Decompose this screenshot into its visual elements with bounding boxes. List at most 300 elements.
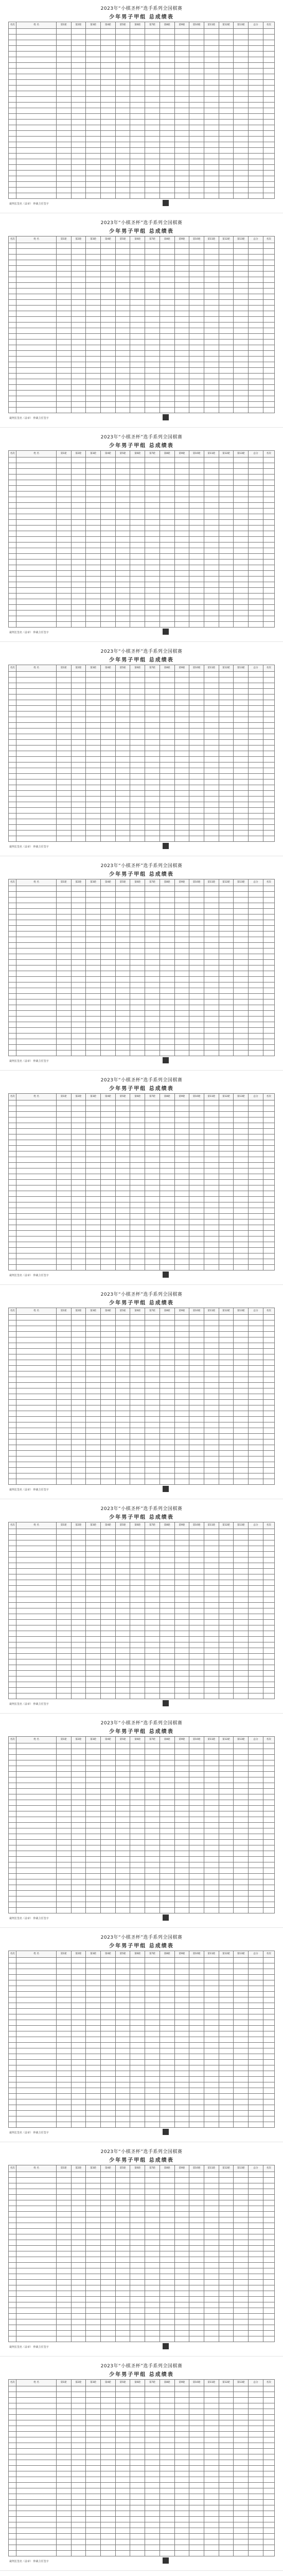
cell-value (86, 1563, 101, 1569)
results-table (8, 1308, 275, 1485)
cell-value (145, 52, 160, 57)
cell-value (56, 1417, 71, 1422)
cell-value (174, 1117, 189, 1123)
table-row (9, 351, 275, 357)
cell-value (71, 526, 86, 531)
header-round: 第12轮 (219, 879, 234, 886)
header-round: 第12轮 (219, 451, 234, 457)
cell-value (219, 1800, 234, 1806)
cell-value (234, 1349, 249, 1354)
table-row (9, 1405, 275, 1411)
cell-value (56, 497, 71, 503)
cell-value (145, 159, 160, 165)
cell-value (115, 159, 130, 165)
cell-value (115, 391, 130, 396)
cell-value (189, 1749, 204, 1755)
cell-value (219, 91, 234, 97)
cell-value (145, 103, 160, 108)
cell-value (189, 1377, 204, 1383)
header-round: 第1轮 (56, 879, 71, 886)
cell-value (189, 29, 204, 35)
cell-value (115, 1100, 130, 1106)
cell-value (100, 1468, 115, 1473)
cell-name (16, 897, 56, 903)
cell-value (145, 46, 160, 52)
cell-value (263, 1225, 274, 1231)
cell-value (100, 1760, 115, 1766)
cell-value (263, 148, 274, 154)
cell-value (204, 1326, 219, 1332)
header-ranking: 名次 (263, 451, 274, 457)
cell-value (130, 1354, 145, 1360)
cell-value (86, 1789, 101, 1794)
table-row (9, 611, 275, 616)
cell-value (71, 1637, 86, 1642)
cell-value (56, 1557, 71, 1563)
cell-value (71, 148, 86, 154)
cell-value (189, 965, 204, 971)
cell-value (263, 474, 274, 480)
cell-value (249, 1462, 263, 1468)
cell-value (219, 796, 234, 802)
cell-value (86, 740, 101, 745)
cell-value (174, 509, 189, 514)
cell-value (145, 1405, 160, 1411)
cell-value (189, 1242, 204, 1248)
cell-value (263, 1033, 274, 1039)
cell-value (160, 1879, 174, 1885)
header-round: 第4轮 (100, 1737, 115, 1743)
cell-name (16, 277, 56, 283)
cell-value (86, 1439, 101, 1445)
cell-value (56, 1789, 71, 1794)
cell-value (100, 1151, 115, 1157)
header-round: 第3轮 (86, 451, 101, 457)
cell-value (100, 1100, 115, 1106)
cell-value (204, 982, 219, 988)
cell-value (174, 1163, 189, 1168)
cell-value (100, 1332, 115, 1337)
cell-value (115, 52, 130, 57)
cell-value (204, 1800, 219, 1806)
cell-value (263, 289, 274, 294)
cell-value (71, 1315, 86, 1320)
cell-value (219, 1648, 234, 1654)
cell-value (219, 728, 234, 734)
cell-value (249, 1654, 263, 1659)
cell-value (71, 774, 86, 779)
cell-value (204, 1879, 219, 1885)
cell-value (56, 836, 71, 842)
cell-value (219, 80, 234, 86)
cell-value (130, 1676, 145, 1682)
cell-value (249, 943, 263, 948)
cell-value (100, 582, 115, 588)
header-round: 第12轮 (219, 22, 234, 29)
header-round: 第3轮 (86, 22, 101, 29)
cell-value (249, 1563, 263, 1569)
cell-value (100, 374, 115, 379)
cell-value (130, 1225, 145, 1231)
cell-value (263, 1332, 274, 1337)
cell-value (130, 1462, 145, 1468)
cell-value (115, 1857, 130, 1862)
cell-value (219, 1231, 234, 1236)
cell-value (86, 1676, 101, 1682)
cell-value (56, 1603, 71, 1608)
cell-value (56, 1688, 71, 1693)
cell-value (130, 509, 145, 514)
cell-value (71, 1174, 86, 1180)
cell-value (263, 1383, 274, 1388)
cell-value (249, 46, 263, 52)
cell-name (16, 1439, 56, 1445)
cell-value (249, 819, 263, 825)
cell-rank (9, 711, 16, 717)
cell-value (160, 497, 174, 503)
cell-value (204, 903, 219, 909)
cell-name (16, 1546, 56, 1552)
cell-value (249, 486, 263, 492)
cell-value (71, 1620, 86, 1625)
cell-value (115, 1468, 130, 1473)
cell-rank (9, 80, 16, 86)
cell-rank (9, 526, 16, 531)
cell-value (115, 1151, 130, 1157)
cell-value (100, 1050, 115, 1056)
cell-value (263, 357, 274, 362)
cell-value (130, 531, 145, 537)
cell-value (160, 1022, 174, 1028)
cell-value (204, 1693, 219, 1699)
cell-name (16, 1248, 56, 1253)
cell-value (249, 480, 263, 486)
cell-value (160, 379, 174, 385)
cell-value (71, 317, 86, 323)
cell-value (174, 796, 189, 802)
cell-value (174, 1468, 189, 1473)
cell-value (86, 1400, 101, 1405)
cell-value (145, 474, 160, 480)
cell-value (130, 711, 145, 717)
cell-value (130, 57, 145, 63)
table-row (9, 1377, 275, 1383)
cell-value (56, 1315, 71, 1320)
cell-value (219, 182, 234, 188)
cell-value (130, 86, 145, 91)
cell-value (130, 762, 145, 768)
cell-value (189, 1343, 204, 1349)
cell-value (86, 1760, 101, 1766)
cell-name (16, 63, 56, 69)
cell-value (160, 554, 174, 560)
cell-value (115, 1688, 130, 1693)
cell-value (115, 1693, 130, 1699)
cell-rank (9, 396, 16, 402)
cell-value (86, 148, 101, 154)
cell-value (219, 1123, 234, 1129)
cell-value (263, 1315, 274, 1320)
cell-value (71, 1202, 86, 1208)
cell-rank (9, 762, 16, 768)
cell-value (189, 1642, 204, 1648)
cell-value (71, 1208, 86, 1214)
cell-rank (9, 1112, 16, 1117)
cell-value (86, 1817, 101, 1823)
cell-value (100, 948, 115, 954)
cell-value (263, 182, 274, 188)
cell-value (71, 1540, 86, 1546)
header-round: 第8轮 (160, 451, 174, 457)
cell-value (160, 723, 174, 728)
cell-value (86, 1540, 101, 1546)
cell-value (189, 514, 204, 520)
cell-value (130, 1377, 145, 1383)
cell-value (174, 334, 189, 340)
cell-value (249, 1800, 263, 1806)
cell-value (189, 69, 204, 74)
cell-value (100, 1422, 115, 1428)
cell-name (16, 1146, 56, 1151)
cell-value (115, 1671, 130, 1676)
cell-value (189, 831, 204, 836)
cell-value (263, 802, 274, 808)
cell-value (204, 1134, 219, 1140)
cell-value (189, 154, 204, 159)
cell-value (71, 768, 86, 774)
cell-value (115, 243, 130, 249)
cell-value (160, 1332, 174, 1337)
cell-value (160, 1033, 174, 1039)
cell-rank (9, 1535, 16, 1540)
cell-value (130, 294, 145, 300)
cell-value (56, 272, 71, 277)
cell-value (160, 1468, 174, 1473)
cell-value (204, 1106, 219, 1112)
cell-value (234, 385, 249, 391)
cell-value (219, 1106, 234, 1112)
cell-rank (9, 734, 16, 740)
cell-value (263, 1546, 274, 1552)
cell-value (174, 1665, 189, 1671)
cell-value (56, 1151, 71, 1157)
cell-value (204, 463, 219, 469)
cell-value (189, 717, 204, 723)
cell-value (71, 63, 86, 69)
cell-value (130, 560, 145, 565)
table-row (9, 1603, 275, 1608)
cell-value (263, 1540, 274, 1546)
cell-value (145, 897, 160, 903)
cell-value (130, 723, 145, 728)
cell-value (86, 1851, 101, 1857)
cell-value (86, 1682, 101, 1688)
header-round: 第8轮 (160, 1522, 174, 1529)
cell-value (219, 717, 234, 723)
cell-value (189, 689, 204, 694)
table-row (9, 734, 275, 740)
cell-value (219, 1794, 234, 1800)
cell-value (86, 1434, 101, 1439)
table-row (9, 728, 275, 734)
cell-value (100, 920, 115, 926)
cell-rank (9, 774, 16, 779)
cell-value (234, 1185, 249, 1191)
cell-rank (9, 1857, 16, 1862)
cell-value (263, 814, 274, 819)
cell-value (160, 46, 174, 52)
cell-value (174, 683, 189, 689)
cell-value (56, 379, 71, 385)
cell-value (160, 272, 174, 277)
cell-name (16, 1755, 56, 1760)
cell-value (189, 1540, 204, 1546)
cell-value (86, 1546, 101, 1552)
header-round: 第3轮 (86, 1522, 101, 1529)
cell-value (115, 1231, 130, 1236)
cell-value (160, 1388, 174, 1394)
cell-value (204, 345, 219, 351)
cell-value (145, 762, 160, 768)
cell-rank (9, 554, 16, 560)
cell-rank (9, 1377, 16, 1383)
cell-value (86, 1332, 101, 1337)
cell-value (71, 1857, 86, 1862)
cell-value (115, 260, 130, 266)
cell-value (204, 526, 219, 531)
table-row (9, 1236, 275, 1242)
cell-value (249, 1772, 263, 1777)
cell-value (71, 1180, 86, 1185)
cell-value (115, 520, 130, 526)
cell-value (145, 1422, 160, 1428)
cell-value (130, 745, 145, 751)
cell-value (130, 1451, 145, 1456)
cell-name (16, 159, 56, 165)
cell-value (174, 611, 189, 616)
cell-value (263, 1451, 274, 1456)
table-row (9, 1648, 275, 1654)
cell-value (189, 1828, 204, 1834)
cell-name (16, 1862, 56, 1868)
cell-value (263, 548, 274, 554)
cell-value (115, 943, 130, 948)
cell-value (56, 1022, 71, 1028)
cell-value (71, 1123, 86, 1129)
cell-value (71, 379, 86, 385)
cell-value (249, 266, 263, 272)
cell-value (204, 1219, 219, 1225)
cell-value (234, 1100, 249, 1106)
cell-value (56, 1625, 71, 1631)
cell-value (249, 402, 263, 408)
cell-value (263, 1760, 274, 1766)
cell-value (249, 548, 263, 554)
table-row (9, 1180, 275, 1185)
cell-value (115, 1248, 130, 1253)
cell-value (234, 114, 249, 120)
cell-value (263, 616, 274, 622)
cell-value (115, 165, 130, 171)
cell-value (145, 1529, 160, 1535)
cell-value (56, 1354, 71, 1360)
cell-value (130, 283, 145, 289)
cell-value (56, 1265, 71, 1270)
cell-value (56, 1326, 71, 1332)
cell-value (189, 362, 204, 368)
cell-name (16, 1236, 56, 1242)
cell-value (160, 1337, 174, 1343)
cell-value (249, 120, 263, 125)
table-row (9, 249, 275, 255)
cell-value (263, 999, 274, 1005)
cell-value (189, 565, 204, 571)
cell-rank (9, 1157, 16, 1163)
cell-value (263, 903, 274, 909)
cell-value (130, 340, 145, 345)
cell-value (160, 526, 174, 531)
cell-value (263, 1140, 274, 1146)
cell-value (86, 1445, 101, 1451)
cell-name (16, 926, 56, 931)
cell-value (86, 785, 101, 791)
cell-value (145, 994, 160, 999)
cell-value (160, 35, 174, 40)
results-page (0, 1288, 283, 1499)
cell-value (249, 1191, 263, 1197)
cell-value (174, 306, 189, 311)
cell-value (86, 706, 101, 711)
cell-value (204, 836, 219, 842)
cell-name (16, 1371, 56, 1377)
cell-value (174, 1591, 189, 1597)
cell-value (115, 1445, 130, 1451)
table-row (9, 74, 275, 80)
cell-name (16, 29, 56, 35)
cell-value (71, 283, 86, 289)
cell-value (219, 526, 234, 531)
cell-value (234, 1574, 249, 1580)
cell-value (234, 1050, 249, 1056)
cell-value (234, 1157, 249, 1163)
header-round: 第5轮 (115, 451, 130, 457)
cell-value (249, 317, 263, 323)
cell-value (86, 791, 101, 796)
cell-value (71, 1479, 86, 1485)
cell-rank (9, 176, 16, 182)
cell-value (115, 1405, 130, 1411)
cell-value (204, 328, 219, 334)
table-row (9, 1688, 275, 1693)
cell-value (160, 909, 174, 914)
cell-value (71, 802, 86, 808)
cell-value (249, 142, 263, 148)
cell-value (263, 694, 274, 700)
cell-value (71, 69, 86, 74)
header-round: 第10轮 (189, 22, 204, 29)
cell-value (100, 1806, 115, 1811)
cell-value (130, 1755, 145, 1760)
cell-value (249, 97, 263, 103)
cell-value (100, 571, 115, 577)
cell-value (249, 1202, 263, 1208)
cell-value (234, 1417, 249, 1422)
cell-value (100, 1163, 115, 1168)
cell-value (71, 706, 86, 711)
table-row (9, 926, 275, 931)
cell-value (189, 1535, 204, 1540)
cell-value (234, 1377, 249, 1383)
